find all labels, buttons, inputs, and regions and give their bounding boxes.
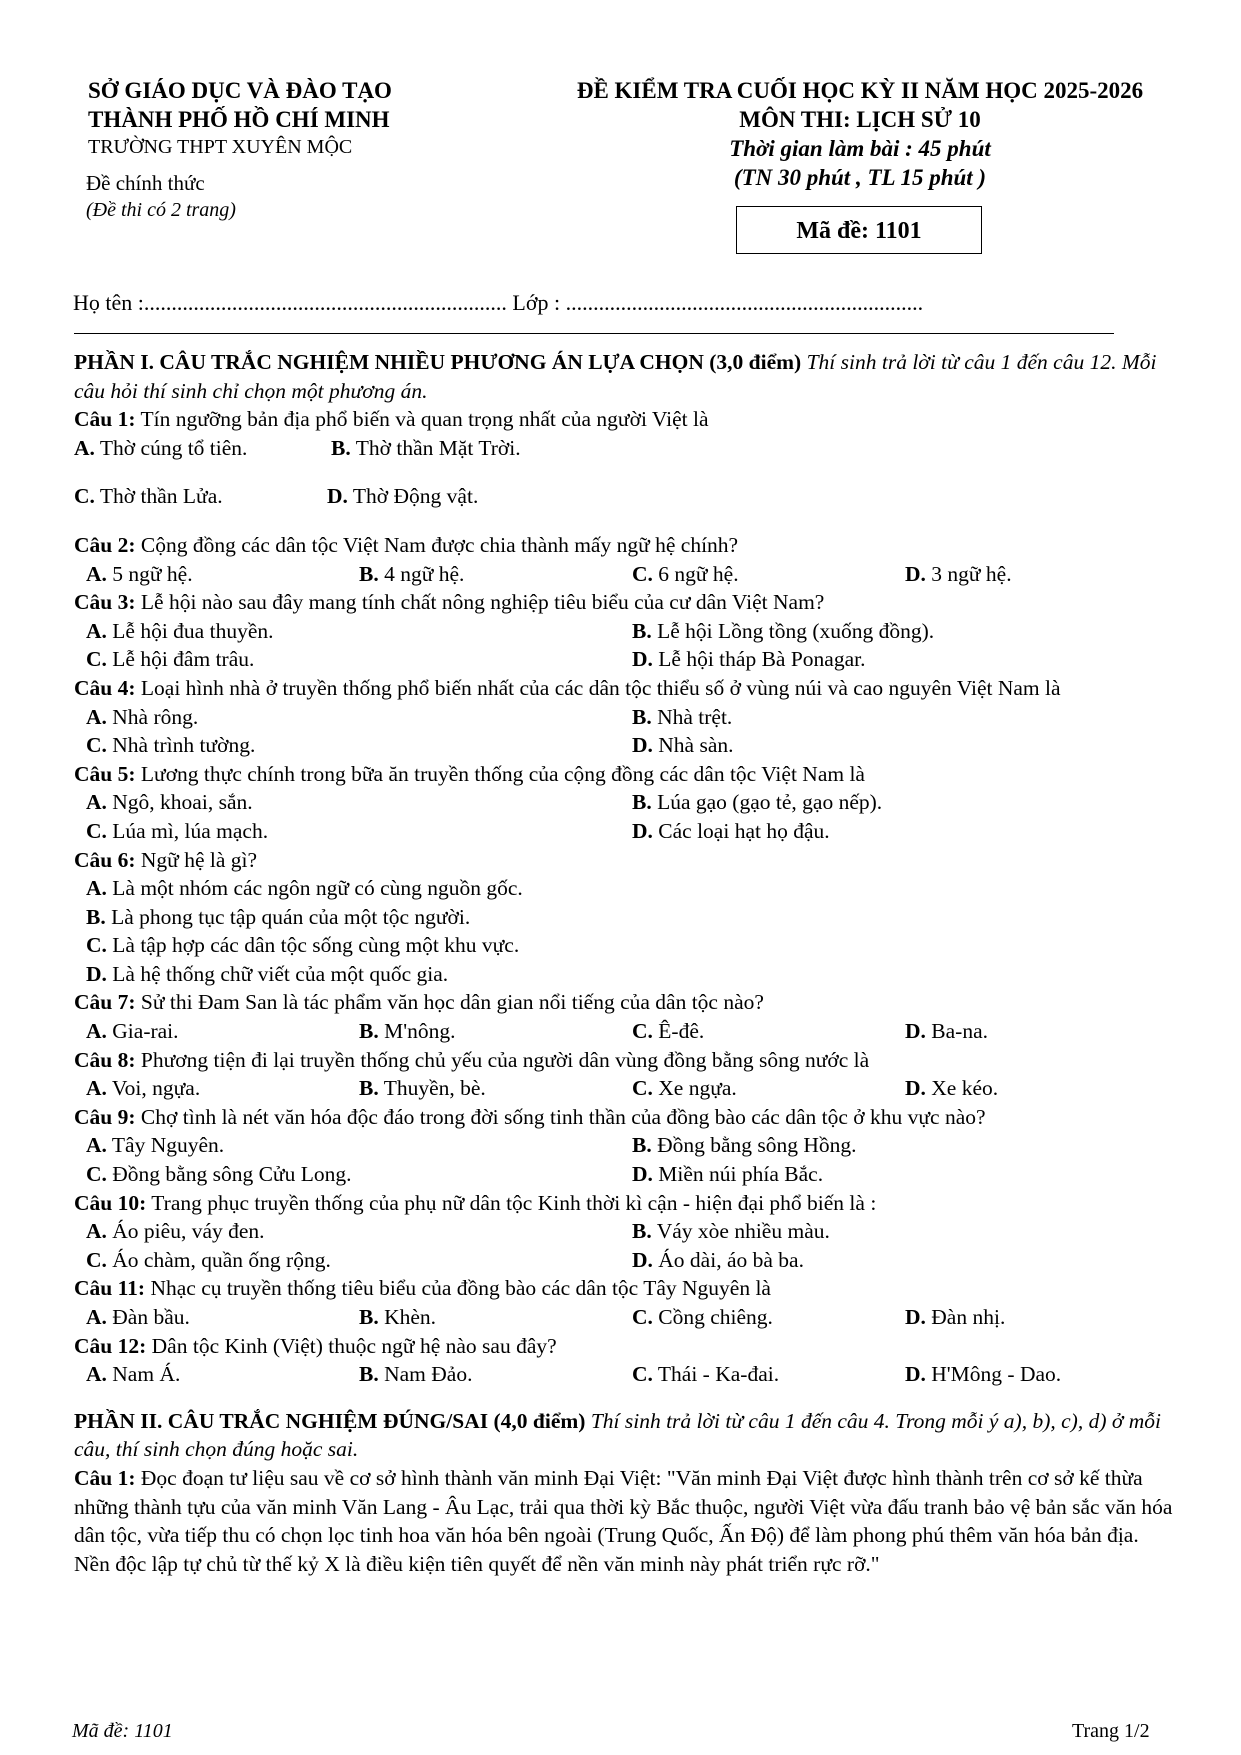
option-a[interactable]: A. Tây Nguyên. xyxy=(86,1133,225,1158)
part1-title: PHẦN I. CÂU TRẮC NGHIỆM NHIỀU PHƯƠNG ÁN LỰA CHỌN (3,0 điểm) xyxy=(74,350,802,374)
question-3 xyxy=(74,588,1174,674)
option-c[interactable]: C. Lễ hội đâm trâu. xyxy=(86,647,255,672)
option-c[interactable]: C. Xe ngựa. xyxy=(632,1076,737,1101)
question-number: Câu 11: xyxy=(74,1276,146,1301)
option-d[interactable]: D. Nhà sàn. xyxy=(632,733,734,758)
question-text: Sử thi Đam San là tác phẩm văn học dân gian nổi tiếng của dân tộc nào? xyxy=(140,990,764,1015)
option-d[interactable]: D. Miền núi phía Bắc. xyxy=(632,1162,824,1187)
footer-exam-code: Mã đề: 1101 xyxy=(72,1720,173,1742)
question-number: Câu 12: xyxy=(74,1333,147,1358)
class-label: Lớp : xyxy=(512,290,566,315)
question-7 xyxy=(74,988,1174,1045)
question-text: Lễ hội nào sau đây mang tính chất nông nghiệp tiêu biểu của cư dân Việt Nam? xyxy=(140,590,825,615)
question-2 xyxy=(74,531,1174,588)
option-b[interactable]: B. M'nông. xyxy=(359,1019,456,1044)
part2-title: PHẦN II. CÂU TRẮC NGHIỆM ĐÚNG/SAI (4,0 điểm) xyxy=(74,1408,586,1433)
option-d[interactable]: D. Lễ hội tháp Bà Ponagar. xyxy=(632,647,866,672)
question-text: Đọc đoạn tư liệu sau về cơ sở hình thành văn minh Đại Việt: "Văn minh Đại Việt được hình thành trên cơ sở kế thừa những thành tựu của văn minh Văn Lang - Âu Lạc, trải qua thời kỳ Bắc thuộc, người Việt vừa đấu tranh bảo vệ bản sắc văn hóa dân tộc, vừa tiếp thu có chọn lọc tinh hoa văn hóa bên ngoài (Trung Quốc, Ấn Độ) để làm phong phú thêm văn hóa bản địa. Nền độc lập tự chủ từ thế kỷ X là điều kiện tiên quyết để nền văn minh này phát triển rực rỡ." xyxy=(74,1465,1173,1576)
exam-time-split: (TN 30 phút , TL 15 phút ) xyxy=(733,165,987,190)
option-a[interactable]: A. Nhà rông. xyxy=(86,704,199,729)
question-9 xyxy=(74,1103,1174,1189)
name-field[interactable]: .................................................................. xyxy=(143,290,507,315)
question-text: Tín ngưỡng bản địa phổ biến và quan trọng nhất của người Việt là xyxy=(140,407,709,432)
option-d[interactable]: D. Xe kéo. xyxy=(905,1076,999,1101)
option-d[interactable]: D. Ba-na. xyxy=(905,1019,988,1044)
option-d[interactable]: D. Đàn nhị. xyxy=(905,1305,1006,1329)
option-b[interactable]: B. Nam Đảo. xyxy=(359,1362,473,1387)
option-c[interactable]: C. Đồng bằng sông Cửu Long. xyxy=(86,1162,352,1187)
question-number: Câu 5: xyxy=(74,761,136,786)
class-field[interactable]: ................................................................. xyxy=(565,290,924,315)
part1-instruction: Thí sinh trả lời từ câu 1 đến câu 12. Mỗi câu hỏi thí sinh chỉ chọn một phương án. xyxy=(74,350,1157,403)
exam-subject: MÔN THI: LỊCH SỬ 10 xyxy=(739,107,981,132)
option-b[interactable]: B. Khèn. xyxy=(359,1305,437,1329)
option-a[interactable]: A. Thờ cúng tổ tiên. xyxy=(74,435,248,460)
question-number: Câu 3: xyxy=(74,590,136,615)
footer-page-number: Trang 1/2 xyxy=(1072,1720,1150,1742)
exam-title: ĐỀ KIỂM TRA CUỐI HỌC KỲ II NĂM HỌC 2025-2026 xyxy=(576,78,1144,103)
option-c[interactable]: C. Lúa mì, lúa mạch. xyxy=(86,818,269,843)
option-b[interactable]: B. Thuyền, bè. xyxy=(359,1076,486,1101)
option-c[interactable]: C. Cồng chiêng. xyxy=(632,1305,773,1329)
part2-instruction: Thí sinh trả lời từ câu 1 đến câu 4. Trong mỗi ý a), b), c), d) ở mỗi câu, thí sinh chọn đúng hoặc sai. xyxy=(74,1408,1161,1462)
question-number: Câu 10: xyxy=(74,1190,147,1215)
option-a[interactable]: A. Nam Á. xyxy=(86,1362,181,1387)
option-b[interactable]: B. Lễ hội Lồng tồng (xuống đồng). xyxy=(632,618,935,643)
question-10 xyxy=(74,1189,1174,1275)
question-text: Chợ tình là nét văn hóa độc đáo trong đời sống tinh thần của đồng bào các dân tộc ở khu vực nào? xyxy=(140,1104,986,1129)
option-b[interactable]: B. Váy xòe nhiều màu. xyxy=(632,1219,830,1244)
option-a[interactable]: A. Lễ hội đua thuyền. xyxy=(86,618,274,643)
student-info-line xyxy=(73,290,923,316)
question-11 xyxy=(74,1274,1174,1331)
option-c[interactable]: C. Thờ thần Lửa. xyxy=(74,484,223,509)
option-b[interactable]: B. 4 ngữ hệ. xyxy=(359,561,465,586)
option-a[interactable]: A. Voi, ngựa. xyxy=(86,1076,201,1101)
header-right xyxy=(520,76,1200,192)
question-number: Câu 7: xyxy=(74,990,136,1015)
question-number: Câu 8: xyxy=(74,1047,136,1072)
name-label: Họ tên : xyxy=(73,290,144,315)
question-text: Loại hình nhà ở truyền thống phổ biến nhất của các dân tộc thiểu số ở vùng núi và cao nguyên Việt Nam là xyxy=(140,675,1061,700)
header-divider xyxy=(74,333,1114,334)
option-c[interactable]: C. Ê-đê. xyxy=(632,1019,705,1044)
question-4 xyxy=(74,674,1174,760)
option-d[interactable]: D. Các loại hạt họ đậu. xyxy=(632,818,830,843)
part1-heading xyxy=(74,348,1174,405)
option-c[interactable]: C. Là tập hợp các dân tộc sống cùng một khu vực. xyxy=(86,933,520,958)
option-a[interactable]: A. Gia-rai. xyxy=(86,1019,179,1044)
option-c[interactable]: C. Thái - Ka-đai. xyxy=(632,1362,780,1387)
option-b[interactable]: B. Đồng bằng sông Hồng. xyxy=(632,1133,857,1158)
department-line-2: THÀNH PHỐ HỒ CHÍ MINH xyxy=(88,107,390,132)
school-name: TRƯỜNG THPT XUYÊN MỘC xyxy=(88,136,353,158)
option-d[interactable]: D. H'Mông - Dao. xyxy=(905,1362,1062,1387)
option-a[interactable]: A. Áo piêu, váy đen. xyxy=(86,1219,265,1244)
question-number: Câu 1: xyxy=(74,1465,136,1490)
option-a[interactable]: A. Là một nhóm các ngôn ngữ có cùng nguồn gốc. xyxy=(86,876,523,901)
option-d[interactable]: D. Áo dài, áo bà ba. xyxy=(632,1247,804,1272)
option-d[interactable]: D. Thờ Động vật. xyxy=(327,484,479,509)
part2-question-1 xyxy=(74,1464,1174,1578)
question-number: Câu 4: xyxy=(74,675,136,700)
option-a[interactable]: A. Ngô, khoai, sắn. xyxy=(86,790,253,815)
question-8 xyxy=(74,1046,1174,1103)
question-text: Nhạc cụ truyền thống tiêu biểu của đồng bào các dân tộc Tây Nguyên là xyxy=(150,1276,771,1301)
option-b[interactable]: B. Thờ thần Mặt Trời. xyxy=(331,435,521,460)
option-d[interactable]: D. 3 ngữ hệ. xyxy=(905,561,1012,586)
question-number: Câu 2: xyxy=(74,532,136,557)
part2-heading xyxy=(74,1407,1174,1464)
question-6 xyxy=(74,846,1174,989)
question-number: Câu 6: xyxy=(74,847,136,872)
exam-code-box: Mã đề: 1101 xyxy=(736,206,982,254)
official-label: Đề chính thức xyxy=(86,171,205,195)
question-number: Câu 9: xyxy=(74,1104,136,1129)
exam-content xyxy=(74,348,1174,1578)
question-1 xyxy=(74,405,1174,511)
option-b[interactable]: B. Lúa gạo (gạo tẻ, gạo nếp). xyxy=(632,790,883,815)
question-5 xyxy=(74,760,1174,846)
question-text: Dân tộc Kinh (Việt) thuộc ngữ hệ nào sau đây? xyxy=(151,1333,557,1358)
option-c[interactable]: C. 6 ngữ hệ. xyxy=(632,561,739,586)
option-c[interactable]: C. Áo chàm, quần ống rộng. xyxy=(86,1247,331,1272)
question-12 xyxy=(74,1332,1174,1389)
header-left xyxy=(72,76,492,223)
question-list xyxy=(74,531,1174,1389)
option-b[interactable]: B. Là phong tục tập quán của một tộc người. xyxy=(86,904,471,929)
option-d[interactable]: D. Là hệ thống chữ viết của một quốc gia. xyxy=(86,961,449,986)
question-text: Lương thực chính trong bữa ăn truyền thống của cộng đồng các dân tộc Việt Nam là xyxy=(140,761,865,786)
option-a[interactable]: A. 5 ngữ hệ. xyxy=(86,561,193,586)
exam-time: Thời gian làm bài : 45 phút xyxy=(729,136,991,161)
question-text: Phương tiện đi lại truyền thống chủ yếu của người dân vùng đồng bằng sông nước là xyxy=(140,1047,870,1072)
question-text: Cộng đồng các dân tộc Việt Nam được chia thành mấy ngữ hệ chính? xyxy=(140,532,739,557)
department-line-1: SỞ GIÁO DỤC VÀ ĐÀO TẠO xyxy=(88,78,392,103)
option-b[interactable]: B. Nhà trệt. xyxy=(632,704,733,729)
question-number: Câu 1: xyxy=(74,407,136,432)
pages-note: (Đề thi có 2 trang) xyxy=(86,199,236,221)
question-text: Ngữ hệ là gì? xyxy=(140,847,258,872)
option-a[interactable]: A. Đàn bầu. xyxy=(86,1305,190,1329)
option-c[interactable]: C. Nhà trình tường. xyxy=(86,733,256,758)
question-text: Trang phục truyền thống của phụ nữ dân tộc Kinh thời kì cận - hiện đại phổ biến là : xyxy=(151,1190,877,1215)
